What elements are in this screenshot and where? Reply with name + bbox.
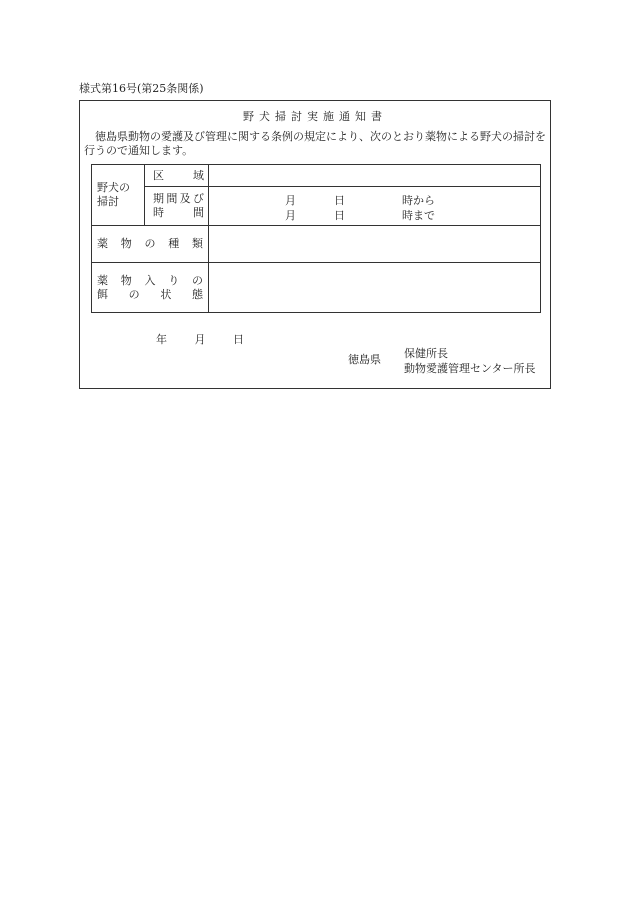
day-label: 日 xyxy=(334,194,345,207)
bait-label-char: 薬 xyxy=(97,273,108,287)
area-value-cell xyxy=(209,165,541,187)
period-label-cell xyxy=(145,187,209,226)
table-row-period xyxy=(92,187,541,226)
form-number-label: 様式第16号(第25条関係) xyxy=(79,82,204,95)
bait-state-value-cell xyxy=(209,263,541,313)
signer-animal-center-director: 動物愛護管理センター所長 xyxy=(404,362,536,375)
month-label: 月 xyxy=(285,194,296,207)
until-time-label: 時まで xyxy=(402,209,435,222)
period-label-char: 及 xyxy=(179,192,191,205)
culling-header-cell xyxy=(92,165,145,226)
month-label: 月 xyxy=(285,209,296,222)
period-label-char: 期 xyxy=(153,192,164,205)
bait-label-char: 状 xyxy=(160,287,172,301)
culling-header-char: 掃討 xyxy=(97,195,119,208)
drug-type-value-cell xyxy=(209,226,541,263)
notice-form-frame xyxy=(79,100,551,389)
period-label-char: 間 xyxy=(166,192,178,205)
area-label-char: 域 xyxy=(193,168,204,182)
notice-body-text: 徳島県動物の愛護及び管理に関する条例の規定により、次のとおり薬物による野犬の掃討を行うので通知します。 xyxy=(84,130,546,157)
table-row-drug xyxy=(92,226,541,263)
period-label-char: 間 xyxy=(193,206,204,219)
bait-label-char: 物 xyxy=(120,273,132,287)
drug-label-char: 種 xyxy=(168,237,180,250)
drug-label-char: の xyxy=(144,237,156,250)
drug-label-char: 物 xyxy=(120,237,132,250)
from-time-label: 時から xyxy=(402,194,435,207)
bait-label-char: 入 xyxy=(144,273,156,287)
bait-label-char: 餌 xyxy=(97,287,108,301)
notice-date-line xyxy=(156,331,268,347)
bait-state-label-cell xyxy=(92,263,209,313)
day-label: 日 xyxy=(334,209,345,222)
drug-label-char: 薬 xyxy=(97,237,108,250)
bait-label-char: の xyxy=(192,273,203,287)
drug-label-char: 類 xyxy=(192,237,203,250)
drug-type-label-cell xyxy=(92,226,209,263)
culling-header-char: 野犬の xyxy=(97,181,130,194)
date-month-label: 月 xyxy=(194,333,206,346)
bait-label-char: の xyxy=(128,287,140,301)
form-title: 野犬掃討実施通知書 xyxy=(243,110,387,123)
period-label-char: び xyxy=(192,192,204,205)
table-row-area xyxy=(92,165,541,187)
period-label-char: 時 xyxy=(153,206,164,219)
table-row-bait xyxy=(92,263,541,313)
notice-details-table xyxy=(91,164,541,313)
signer-health-center-director: 保健所長 xyxy=(404,347,448,360)
date-day-label: 日 xyxy=(233,333,244,346)
period-value-cell xyxy=(209,187,541,226)
bait-label-char: 態 xyxy=(191,287,203,301)
bait-label-char: り xyxy=(168,273,180,287)
area-label-cell xyxy=(145,165,209,187)
area-label-char: 区 xyxy=(153,168,164,182)
date-year-label: 年 xyxy=(156,333,167,346)
prefecture-name: 徳島県 xyxy=(348,353,381,366)
